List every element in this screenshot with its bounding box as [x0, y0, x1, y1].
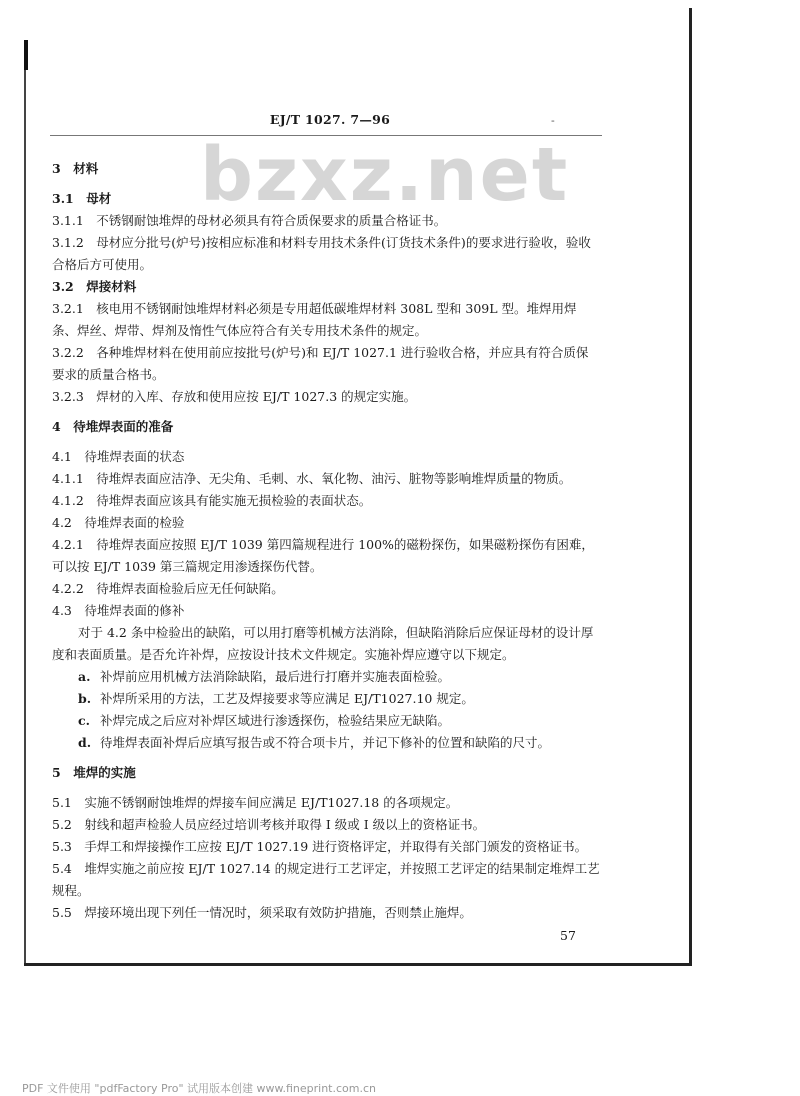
header-dash: - [551, 114, 555, 127]
clause-3-2-1: 3.2.1 核电用不锈钢耐蚀堆焊材料必须是专用超低碳堆焊材料 308L 型和 309L 型。堆焊用焊条、焊丝、焊带、焊剂及惰性气体应符合有关专用技术条件的规定。 [52, 301, 577, 338]
list-item-b [52, 688, 600, 710]
section-4-2-title: 4.2 待堆焊表面的检验 [52, 515, 185, 530]
section-3-2-title: 3.2 焊接材料 [52, 279, 137, 294]
list-item-label: d. [78, 735, 92, 750]
binding-mark [24, 40, 28, 70]
list-item-a [52, 666, 600, 688]
list-item-label: a. [78, 669, 91, 684]
clause-5-3: 5.3 手焊工和焊接操作工应按 EJ/T 1027.19 进行资格评定，并取得有关部门颁发的资格证书。 [52, 839, 588, 854]
clause-5-1: 5.1 实施不锈钢耐蚀堆焊的焊接车间应满足 EJ/T1027.18 的各项规定。 [52, 795, 459, 810]
section-3-title: 3 材料 [52, 161, 99, 176]
clause-3-2-3: 3.2.3 焊材的入库、存放和使用应按 EJ/T 1027.3 的规定实施。 [52, 389, 417, 404]
section-4-3-title: 4.3 待堆焊表面的修补 [52, 603, 185, 618]
clause-3-1-1: 3.1.1 不锈钢耐蚀堆焊的母材必须具有符合质保要求的质量合格证书。 [52, 213, 447, 228]
clause-5-2: 5.2 射线和超声检验人员应经过培训考核并取得 Ⅰ 级或 Ⅰ 级以上的资格证书。 [52, 817, 486, 832]
pdf-footer-notice: PDF 文件使用 "pdfFactory Pro" 试用版本创建 www.fineprint.com.cn [22, 1082, 376, 1095]
standard-code-header: EJ/T 1027. 7—96 [269, 112, 391, 127]
clause-4-1-1: 4.1.1 待堆焊表面应洁净、无尖角、毛刺、水、氧化物、油污、脏物等影响堆焊质量的物质。 [52, 471, 572, 486]
page-border-bottom [24, 963, 692, 966]
clause-3-2-2: 3.2.2 各种堆焊材料在使用前应按批号(炉号)和 EJ/T 1027.1 进行验收合格，并应具有符合质保要求的质量合格书。 [52, 345, 589, 382]
clause-4-3-intro: 对于 4.2 条中检验出的缺陷，可以用打磨等机械方法消除，但缺陷消除后应保证母材的设计厚度和表面质量。是否允许补焊，应按设计技术文件规定。实施补焊应遵守以下规定。 [52, 625, 594, 662]
watermark-logo: bzxz.net [200, 132, 570, 218]
clause-5-5: 5.5 焊接环境出现下列任一情况时，须采取有效防护措施，否则禁止施焊。 [52, 905, 472, 920]
clause-3-1-2: 3.1.2 母材应分批号(炉号)按相应标准和材料专用技术条件(订货技术条件)的要求进行验收，验收合格后方可使用。 [52, 235, 591, 272]
list-item-text: 补焊所采用的方法，工艺及焊接要求等应满足 EJ/T1027.10 规定。 [100, 691, 474, 706]
list-item-c [52, 710, 600, 732]
document-body [52, 158, 600, 924]
section-4-title: 4 待堆焊表面的准备 [52, 419, 174, 434]
clause-4-2-1: 4.2.1 待堆焊表面应按照 EJ/T 1039 第四篇规程进行 100%的磁粉探伤，如果磁粉探伤有困难，可以按 EJ/T 1039 第三篇规定用渗透探伤代替。 [52, 537, 594, 574]
page-border-left [24, 40, 26, 965]
list-item-text: 待堆焊表面补焊后应填写报告或不符合项卡片，并记下修补的位置和缺陷的尺寸。 [100, 735, 551, 750]
clause-4-2-2: 4.2.2 待堆焊表面检验后应无任何缺陷。 [52, 581, 284, 596]
section-5-title: 5 堆焊的实施 [52, 765, 136, 780]
list-item-text: 补焊完成之后应对补焊区域进行渗透探伤，检验结果应无缺陷。 [100, 713, 451, 728]
section-3-1-title: 3.1 母材 [52, 191, 112, 206]
page-number: 57 [560, 928, 576, 943]
list-item-d [52, 732, 600, 754]
page-border-right [689, 8, 692, 966]
section-4-1-title: 4.1 待堆焊表面的状态 [52, 449, 185, 464]
list-item-label: b. [78, 691, 92, 706]
list-item-label: c. [78, 713, 90, 728]
list-item-text: 补焊前应用机械方法消除缺陷，最后进行打磨并实施表面检验。 [100, 669, 451, 684]
clause-5-4: 5.4 堆焊实施之前应按 EJ/T 1027.14 的规定进行工艺评定，并按照工艺评定的结果制定堆焊工艺规程。 [52, 861, 600, 898]
clause-4-1-2: 4.1.2 待堆焊表面应该具有能实施无损检验的表面状态。 [52, 493, 372, 508]
